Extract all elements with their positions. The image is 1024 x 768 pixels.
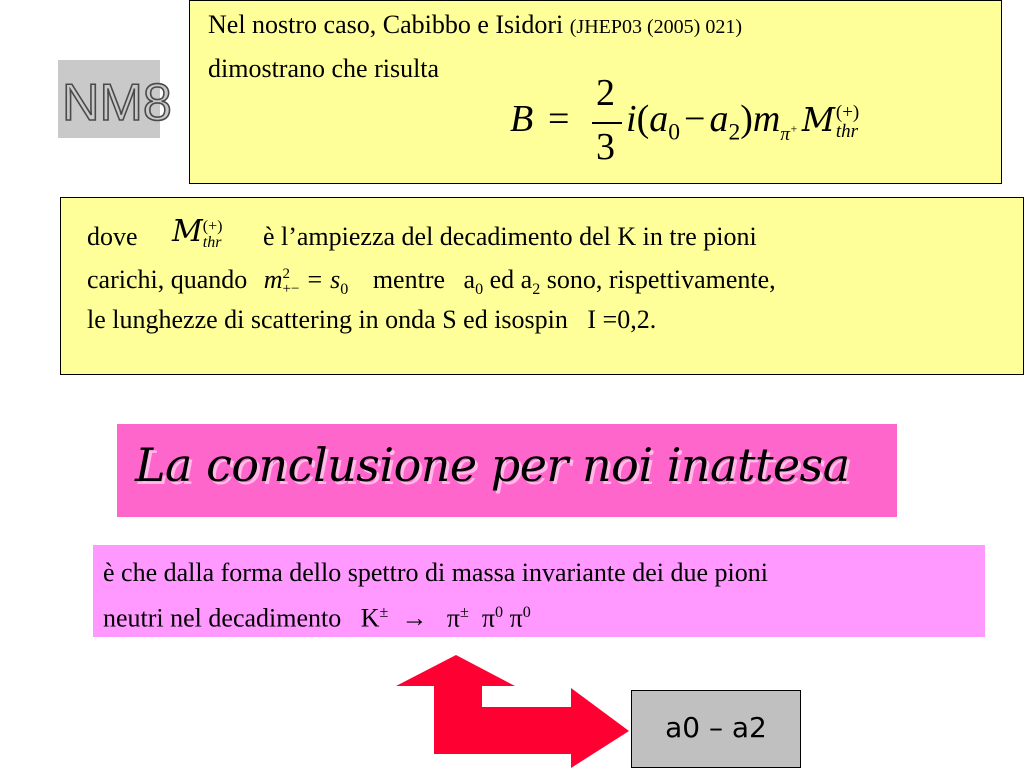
formula-frac-den: 3: [596, 126, 615, 168]
formula-frac-num: 2: [596, 72, 615, 114]
top-line-1-reference: (JHEP03 (2005) 021): [569, 16, 742, 38]
formula-lhs: B: [510, 98, 534, 140]
logo-graphic: [58, 60, 172, 138]
top-line-2: dimostrano che risulta: [208, 54, 440, 83]
formula-eq: =: [548, 98, 570, 140]
def-amplitude-symbol: M (+) thr: [172, 214, 223, 252]
conclusion-title: La conclusione per noi inattesa: [135, 438, 850, 492]
logo: [58, 60, 172, 138]
formula-body: $i(a_0 - a_2)m_{\pi^+}$ M (+) thr: [626, 98, 860, 146]
result-text: a0 – a2: [665, 711, 767, 744]
def-line-2: carichi, quando m 2 +− = $s_0$ mentre $a_0$ ed $a_2$ sono, rispettivamente,: [87, 265, 776, 299]
para-line-1: è che dalla forma dello spettro di massa invariante dei due pioni: [103, 558, 768, 587]
conclusion-title-box: [117, 424, 897, 517]
def-dove: dove: [87, 222, 138, 251]
logo-text: NM8: [62, 74, 172, 132]
top-line-1-main: Nel nostro caso, Cabibbo e Isidori: [208, 10, 564, 39]
decay-arrow: →: [401, 603, 428, 633]
result-box: [631, 690, 801, 768]
definition-box: [60, 197, 1024, 375]
formula-b: [510, 69, 930, 179]
def-line-3: le lunghezze di scattering in onda S ed isospin I =0,2.: [87, 305, 657, 334]
conclusion-paragraph-box: [93, 545, 985, 637]
bent-arrow-icon: [396, 655, 632, 768]
def-line-1-rest: è l’ampiezza del decadimento del K in tre pioni: [262, 222, 757, 251]
top-line-1: [208, 9, 742, 43]
formula-frac-bar: [592, 122, 622, 124]
bent-arrow-shape: [396, 655, 629, 768]
top-text-box: [189, 0, 1002, 184]
para-line-2: neutri nel decadimento K± → π± $\pi^0$ $\pi^0$: [103, 603, 531, 633]
def-line-1: [87, 214, 757, 255]
def-mass-condition: m 2 +− = $s_0$: [263, 265, 349, 299]
